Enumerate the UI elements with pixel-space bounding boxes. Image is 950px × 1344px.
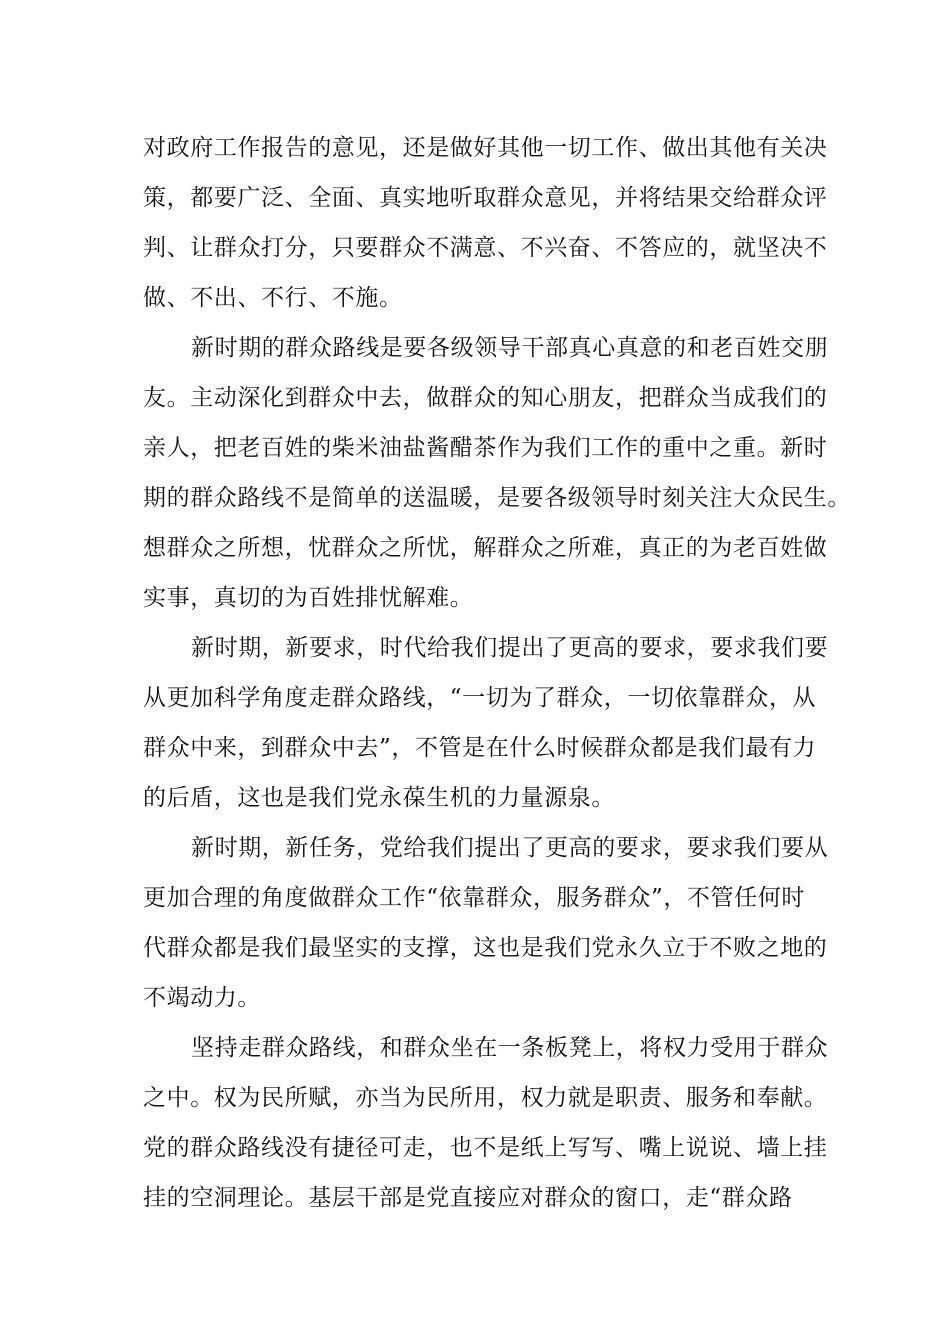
paragraph-2-line-2: 友。主动深化到群众中去，做群众的知心朋友，把群众当成我们的 — [143, 385, 828, 411]
paragraph-3-line-2: 从更加科学角度走群众路线，“一切为了群众，一切依靠群众，从 — [143, 685, 817, 711]
paragraph-3-line-1: 新时期，新要求，时代给我们提出了更高的要求，要求我们要 — [191, 635, 829, 661]
paragraph-2-line-3: 亲人，把老百姓的柴米油盐酱醋茶作为我们工作的重中之重。新时 — [143, 435, 828, 461]
paragraph-1-line-4: 做、不出、不行、不施。 — [143, 285, 403, 311]
paragraph-2-line-1: 新时期的群众路线是要各级领导干部真心真意的和老百姓交朋 — [191, 335, 829, 361]
paragraph-2-line-6: 实事，真切的为百姓排忧解难。 — [143, 585, 474, 611]
paragraph-2-line-5: 想群众之所想，忧群众之所忧，解群众之所难，真正的为老百姓做 — [143, 535, 828, 561]
paragraph-4-line-1: 新时期，新任务，党给我们提出了更高的要求，要求我们要从 — [191, 835, 829, 861]
paragraph-1-line-3: 判、让群众打分，只要群众不满意、不兴奋、不答应的，就坚决不 — [143, 235, 828, 261]
paragraph-4-line-3: 代群众都是我们最坚实的支撑，这也是我们党永久立于不败之地的 — [143, 935, 828, 961]
paragraph-4-line-4: 不竭动力。 — [143, 985, 261, 1011]
paragraph-5-line-3: 党的群众路线没有捷径可走，也不是纸上写写、嘴上说说、墙上挂 — [143, 1135, 828, 1161]
paragraph-5-line-2: 之中。权为民所赋，亦当为民所用，权力就是职责、服务和奉献。 — [143, 1085, 828, 1111]
paragraph-5-line-1: 坚持走群众路线，和群众坐在一条板凳上，将权力受用于群众 — [191, 1035, 829, 1061]
paragraph-5-line-4: 挂的空洞理论。基层干部是党直接应对群众的窗口，走“群众路 — [143, 1185, 793, 1211]
paragraph-3-line-3: 群众中来，到群众中去”，不管是在什么时候群众都是我们最有力 — [143, 735, 817, 761]
paragraph-2-line-4: 期的群众路线不是简单的送温暖，是要各级领导时刻关注大众民生。 — [143, 485, 851, 511]
paragraph-1-line-2: 策，都要广泛、全面、真实地听取群众意见，并将结果交给群众评 — [143, 185, 828, 211]
paragraph-4-line-2: 更加合理的角度做群众工作“依靠群众，服务群众”，不管任何时 — [143, 885, 805, 911]
paragraph-1-line-1: 对政府工作报告的意见，还是做好其他一切工作、做出其他有关决 — [143, 135, 828, 161]
paragraph-3-line-4: 的后盾，这也是我们党永葆生机的力量源泉。 — [143, 785, 615, 811]
